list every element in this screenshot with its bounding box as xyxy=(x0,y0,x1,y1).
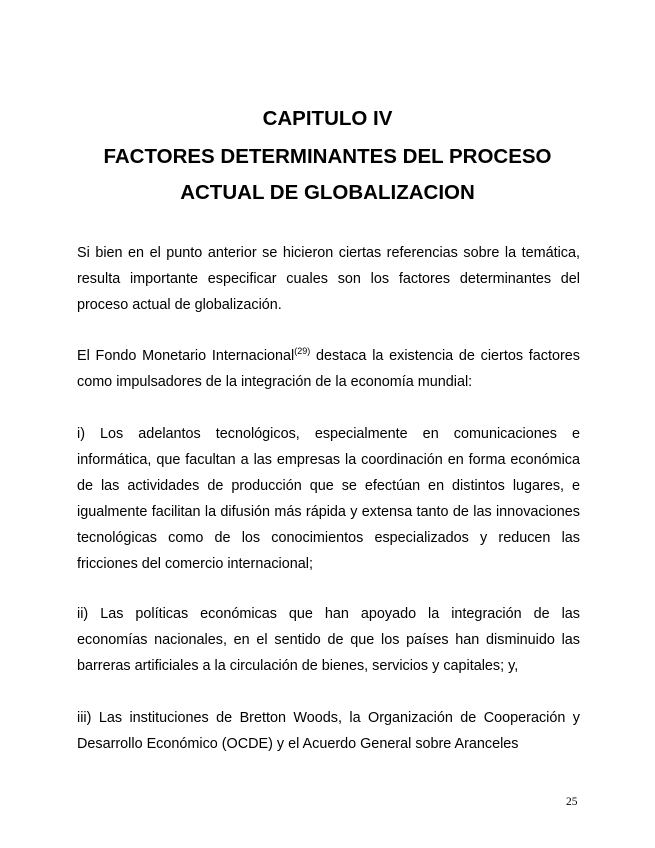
chapter-title-line-1: FACTORES DETERMINANTES DEL PROCESO xyxy=(103,145,552,168)
factor-item-3: iii) Las instituciones de Bretton Woods, la Organización de Cooperación y Desarrollo Económico (OCDE) y el Acuerdo General sobre Aranceles xyxy=(77,710,580,752)
factor-item-2 xyxy=(77,601,580,679)
imf-paragraph-end: destaca la existencia de ciertos factores como impulsadores de la integración de la economía mundial: xyxy=(77,348,580,390)
chapter-number-heading: CAPITULO IV xyxy=(262,107,393,130)
page-number: 25 xyxy=(566,796,578,808)
factor-item-2-text: Las políticas económicas que han apoyado la integración de las economías nacionales, en el sentido de que los países han disminuido las barreras artificiales a la circulación de bienes, servicios y capitales; y, xyxy=(77,606,580,674)
imf-paragraph-start: El Fondo Monetario Internacional xyxy=(77,348,295,364)
factor-item-2-marker: ii) xyxy=(77,606,89,622)
imf-paragraph xyxy=(77,343,580,395)
intro-paragraph: Si bien en el punto anterior se hicieron ciertas referencias sobre la temática, resulta importante especificar cuales son los factores determinantes del proceso actual de globalización. xyxy=(77,245,580,313)
footnote-reference: (29) xyxy=(294,346,311,356)
factor-item-1: i) Los adelantos tecnológicos, especialmente en comunicaciones e informática, que facultan a las empresas la coordinación en forma económica de las actividades de producción que se efectúan en distintos lugares, e igualmente facilitan la difusión más rápida y extensa tanto de las innovaciones tecnológicas como de los conocimientos especializados y reducen las fricciones del comercio internacional; xyxy=(77,426,580,572)
chapter-title-line-2: ACTUAL DE GLOBALIZACION xyxy=(180,181,475,204)
